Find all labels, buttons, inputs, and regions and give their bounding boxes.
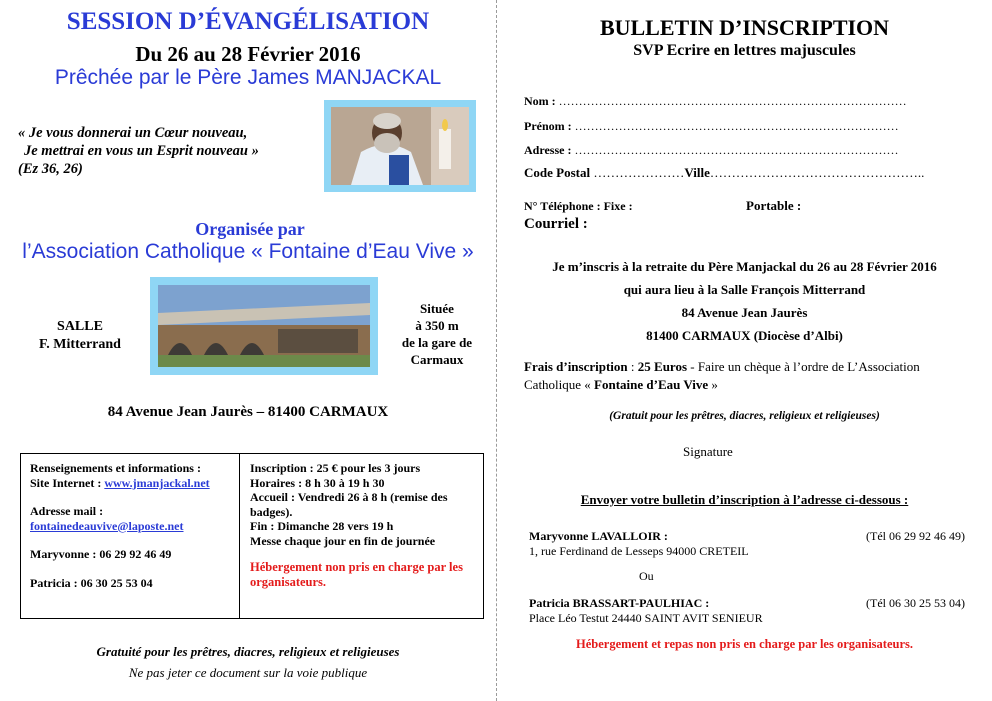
adresse-label: Adresse : [524,143,572,157]
opening-hours: Horaires : 8 h 30 à 19 h 30 [250,475,385,490]
ville-dots: ………………………………………….. [709,165,925,180]
situee-line-3: de la gare de [401,335,473,350]
registration-line-4: 81400 CARMAUX (Diocèse d’Albi) [646,328,843,343]
priest-illustration [331,107,469,185]
mass-info: Messe chaque jour en fin de journée [250,533,436,548]
contact1-name: Maryvonne LAVALLOIR : [529,529,668,543]
welcome-time: Accueil : Vendredi 26 à 8 h (remise des badges). [250,490,448,519]
contact-column [30,461,235,590]
quote-reference: (Ez 36, 26) [18,161,83,177]
association-name: l’Association Catholique « Fontaine d’Eau Vive » [22,240,474,263]
prenom-dots: ……………………………………………………………………… [574,119,899,133]
lodging-warning: Hébergement non pris en charge par les organisateurs. [250,560,463,589]
situee-line-2: à 350 m [415,318,459,333]
phone-maryvonne: Maryvonne : 06 29 92 46 49 [30,547,172,561]
ville-label: Ville [684,165,710,180]
contact-patricia [529,596,965,626]
bulletin-title: BULLETIN D’INSCRIPTION [599,15,890,40]
phone-patricia: Patricia : 06 30 25 53 04 [30,575,153,590]
contact-maryvonne [529,529,965,559]
contact1-address: 1, rue Ferdinand de Lesseps 94000 CRETEIL [529,544,749,558]
location-note [392,300,482,368]
nom-dots: …………………………………………………………………………… [558,94,907,108]
fees-amount: 25 Euros [637,359,688,374]
venue-address: 84 Avenue Jean Jaurès – 81400 CARMAUX [107,404,389,420]
portable-label: Portable : [746,198,802,213]
fees-text-end: » [708,377,718,392]
free-for-clergy-note: Gratuité pour les prêtres, diacres, religieux et religieuses [96,644,400,659]
prenom-label: Prénom : [524,119,572,133]
free-for-clergy-note-right: (Gratuit pour les prêtres, diacres, religieux et religieuses) [609,410,880,422]
salle-label [20,318,140,354]
end-time: Fin : Dimanche 28 vers 19 h [250,519,394,533]
salle-line-2: F. Mitterrand [39,337,121,352]
fold-divider [496,0,497,701]
or-separator: Ou [639,569,654,583]
building-illustration [158,285,370,367]
contact2-name: Patricia BRASSART-PAULHIAC : [529,596,710,610]
cp-dots: ………………… [593,165,685,180]
fees-label: Frais d’inscription [524,359,628,374]
field-adresse[interactable] [524,143,898,157]
info-heading: Renseignements et informations : [30,461,201,475]
priest-photo [324,100,476,192]
salle-photo [150,277,378,375]
site-label: Site Internet : [30,475,102,490]
mail-link[interactable]: fontainedeauvive@laposte.net [30,518,184,533]
session-title: SESSION D’ÉVANGÉLISATION [66,8,430,35]
cp-label: Code Postal [524,165,591,180]
contact2-tel: (Tél 06 30 25 53 04) [866,596,965,610]
site-line [30,476,235,491]
inscription-price: Inscription : 25 € pour les 3 jours [250,461,421,475]
field-courriel[interactable]: Courriel : [524,216,588,232]
details-column [250,461,482,589]
tel-label: N° Téléphone : Fixe : [524,199,633,213]
field-telephone[interactable] [524,198,802,213]
send-instructions [497,492,992,508]
fees-paragraph: Frais d’inscription : 25 Euros - Faire un chèque à l’ordre de L’Association Catholique « Fontaine d’Eau Vive » [524,359,920,392]
situee-line-4: Carmaux [410,352,464,367]
adresse-dots: ……………………………………………………………………… [574,143,899,157]
registration-line-1: Je m’inscris à la retraite du Père Manjackal du 26 au 28 Février 2016 [552,259,937,274]
info-box-divider [239,454,240,618]
mail-label: Adresse mail : [30,504,104,518]
fees-association: Fontaine d’Eau Vive [594,377,709,392]
session-dates: Du 26 au 28 Février 2016 [135,42,361,66]
nom-label: Nom : [524,94,556,108]
contact2-address: Place Léo Testut 24440 SAINT AVIT SENIEUR [529,611,763,625]
info-box [20,453,484,619]
preacher-line: Prêchée par le Père James MANJACKAL [54,66,442,89]
send-instructions-text: Envoyer votre bulletin d’inscription à l’adresse ci-dessous : [580,492,909,507]
registration-statement [497,255,992,347]
contact1-tel: (Tél 06 29 92 46 49) [866,529,965,543]
field-code-postal-ville[interactable] [524,166,924,180]
quote-line-2: Je mettrai en vous un Esprit nouveau » [24,143,259,159]
lodging-meals-warning: Hébergement et repas non pris en charge par les organisateurs. [576,637,913,651]
bulletin-subtitle: SVP Ecrire en lettres majuscules [633,42,856,59]
organised-by: Organisée par [195,219,305,239]
do-not-litter-note: Ne pas jeter ce document sur la voie publique [128,665,368,680]
quote-line-1: « Je vous donnerai un Cœur nouveau, [18,125,248,141]
bible-quote [18,124,259,178]
field-prenom[interactable] [524,119,899,133]
registration-line-2: qui aura lieu à la Salle François Mitterrand [623,282,866,297]
field-nom[interactable] [524,94,907,108]
registration-line-3: 84 Avenue Jean Jaurès [681,305,808,320]
fees-text: - Faire un chèque à l’ordre de L’Association Catholique « [524,359,920,392]
site-link[interactable]: www.jmanjackal.net [104,475,210,490]
salle-line-1: SALLE [57,319,103,334]
situee-line-1: Située [420,301,454,316]
signature-label: Signature [683,444,733,459]
